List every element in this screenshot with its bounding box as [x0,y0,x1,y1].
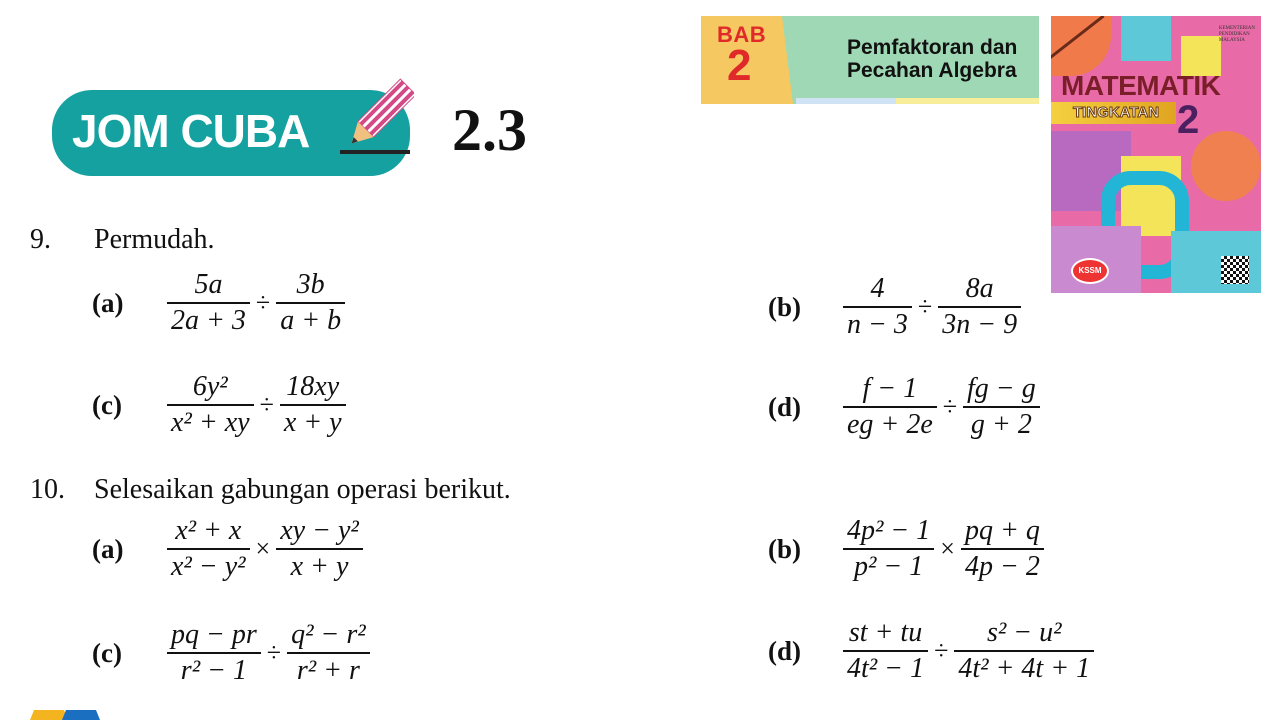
ministry-line: MALAYSIA [1218,38,1245,43]
fraction-right [963,372,1040,442]
question-number: 10. [30,474,65,505]
fraction-right [938,272,1021,342]
numerator: 4p² − 1 [847,515,931,546]
numerator: f − 1 [862,373,918,404]
pencil-icon [340,78,414,158]
kssm-badge: KSSM [1071,258,1109,284]
numerator: 18xy [286,371,340,402]
question-number: 9. [30,224,51,255]
denominator: 4p − 2 [964,551,1040,582]
numerator: x² + x [175,515,242,546]
fraction-right [961,514,1044,584]
fraction-right [954,616,1094,686]
ministry-logo-text [1219,26,1255,44]
denominator: 4t² − 1 [847,653,925,684]
numerator: fg − g [967,373,1036,404]
chapter-banner [701,16,1039,104]
denominator: n − 3 [847,309,908,340]
fraction-right [280,370,346,440]
denominator: 3n − 9 [942,309,1018,340]
chapter-number: 2 [727,41,752,90]
fraction-right [276,268,345,338]
cover-grade: 2 [1177,98,1200,142]
part-label: (a) [92,533,124,564]
fraction-right [276,514,363,584]
denominator: p² − 1 [854,551,924,582]
book-cover-image [1051,16,1261,293]
question-9c [92,360,346,450]
part-label: (c) [92,389,122,420]
fraction-left [843,514,934,584]
denominator: x + y [283,407,342,438]
part-label: (b) [768,291,801,322]
numerator: 8a [965,273,994,304]
fraction-left [843,272,912,342]
denominator: x² + xy [171,407,250,438]
numerator: 4 [870,273,885,304]
question-instruction: Permudah. [94,224,215,255]
cover-subtitle: TINGKATAN [1073,104,1160,121]
question-9b [768,262,1021,352]
denominator: x + y [290,551,349,582]
numerator: 5a [194,269,223,300]
operator: ÷ [934,636,949,665]
operator: ÷ [266,638,282,667]
fraction-left [843,372,937,442]
denominator: g + 2 [970,409,1032,440]
fraction-left [167,268,250,338]
ministry-line: PENDIDIKAN [1218,32,1250,37]
part-label: (c) [92,637,122,668]
part-label: (a) [92,287,124,318]
numerator: q² − r² [291,619,366,650]
question-9a [92,258,345,348]
operator: × [940,534,955,563]
denominator: a + b [280,305,342,336]
banner-decoration [796,98,896,104]
numerator: s² − u² [986,617,1062,648]
ministry-line: KEMENTERIAN [1218,26,1255,31]
part-label: (b) [768,533,801,564]
cover-title: MATEMATIK [1061,70,1221,101]
chapter-title-line1: Pemfaktoran dan [847,36,1018,59]
denominator: eg + 2e [847,409,933,440]
operator: ÷ [259,390,274,419]
page-decoration-icon [30,710,100,720]
cover-shape [1191,131,1261,201]
cover-shape [1121,16,1171,61]
qr-code-icon [1221,256,1249,284]
numerator: xy − y² [280,515,359,546]
cover-shape [1051,16,1111,76]
operator: ÷ [255,288,271,317]
numerator: pq − pr [171,619,257,650]
numerator: pq + q [964,515,1040,546]
denominator: 4t² + 4t + 1 [958,653,1091,684]
operator: × [255,534,271,563]
numerator: st + tu [848,617,923,648]
question-9d [768,362,1040,452]
chapter-title [847,36,1017,82]
fraction-left [843,616,928,686]
operator: ÷ [917,292,933,321]
question-10a [92,504,363,594]
question-10c [92,608,370,698]
fraction-left [167,618,261,688]
fraction-left [167,514,250,584]
operator: ÷ [942,392,958,421]
part-label: (d) [768,391,801,422]
denominator: 2a + 3 [171,305,246,336]
question-10d [768,606,1094,696]
numerator: 3b [296,269,325,300]
fraction-right [287,618,370,688]
question-10b [768,504,1044,594]
denominator: r² + r [296,655,360,686]
question-instruction: Selesaikan gabungan operasi berikut. [94,474,511,505]
banner-decoration [896,98,1039,104]
part-label: (d) [768,635,801,666]
jom-cuba-label: JOM CUBA [72,105,310,157]
fraction-left [167,370,254,440]
numerator: 6y² [192,371,228,402]
denominator: r² − 1 [180,655,247,686]
chapter-title-line2: Pecahan Algebra [847,59,1017,82]
chapter-label: BAB [717,22,767,47]
denominator: x² − y² [171,551,246,582]
section-number: 2.3 [452,97,527,163]
